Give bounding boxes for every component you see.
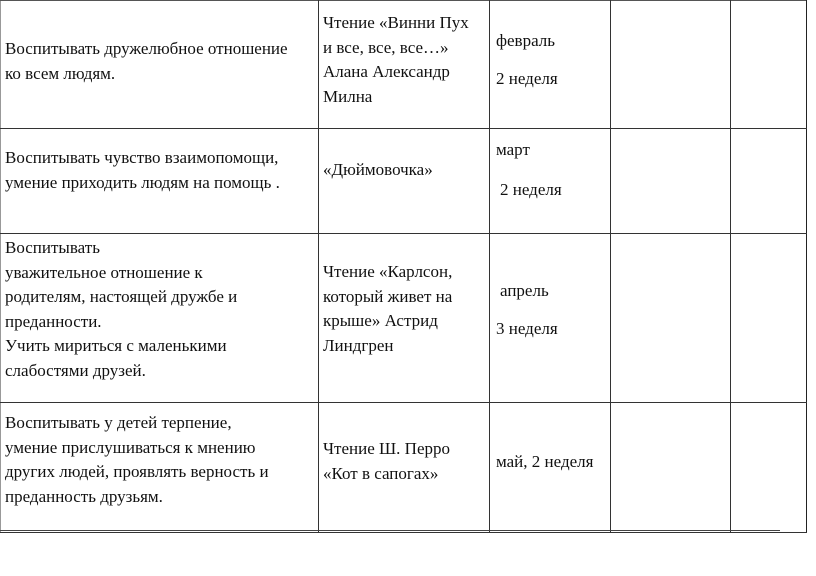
goal-cell <box>1 1 319 129</box>
literature-cell <box>319 1 490 129</box>
empty-cell <box>611 1 731 129</box>
goal-text: Воспитывать уважительное отношение к родителям, настоящей дружбе и преданности. Учить мириться с маленькими слабостями друзей. <box>5 238 238 380</box>
date-cell <box>490 1 611 129</box>
table-bottom-border <box>0 530 780 531</box>
week-text: 2 неделя <box>500 180 562 199</box>
table-row <box>1 234 807 403</box>
goal-text: Воспитывать у детей терпение, умение прислушиваться к мнению других людей, проявлять верность и преданность друзьям. <box>5 413 269 506</box>
goal-text: Воспитывать дружелюбное отношение ко всем людям. <box>5 39 288 83</box>
month-text: апрель <box>500 281 549 300</box>
month-week-text: май, 2 неделя <box>496 452 594 471</box>
date-cell <box>490 129 611 234</box>
literature-text: Чтение «Карлсон, который живет на крыше» Астрид Линдгрен <box>323 262 453 355</box>
goal-cell <box>1 129 319 234</box>
month-text: февраль <box>496 31 556 50</box>
empty-cell <box>731 1 807 129</box>
table-row <box>1 1 807 129</box>
goal-text: Воспитывать чувство взаимопомощи, умение приходить людям на помощь . <box>5 148 280 192</box>
literature-text: Чтение Ш. Перро «Кот в сапогах» <box>323 439 450 483</box>
literature-cell <box>319 403 490 533</box>
table-row <box>1 129 807 234</box>
date-cell <box>490 403 611 533</box>
week-text: 3 неделя <box>496 319 558 338</box>
empty-cell <box>731 129 807 234</box>
literature-cell <box>319 234 490 403</box>
goal-cell <box>1 403 319 533</box>
literature-cell <box>319 129 490 234</box>
goal-cell <box>1 234 319 403</box>
literature-text: «Дюймовочка» <box>323 160 433 179</box>
week-text: 2 неделя <box>496 69 558 88</box>
empty-cell <box>731 234 807 403</box>
literature-text: Чтение «Винни Пух и все, все, все…» Алана Александр Милна <box>323 13 469 106</box>
empty-cell <box>611 234 731 403</box>
table-row <box>1 403 807 533</box>
month-text: март <box>496 140 530 159</box>
empty-cell <box>611 129 731 234</box>
empty-cell <box>731 403 807 533</box>
empty-cell <box>611 403 731 533</box>
date-cell <box>490 234 611 403</box>
